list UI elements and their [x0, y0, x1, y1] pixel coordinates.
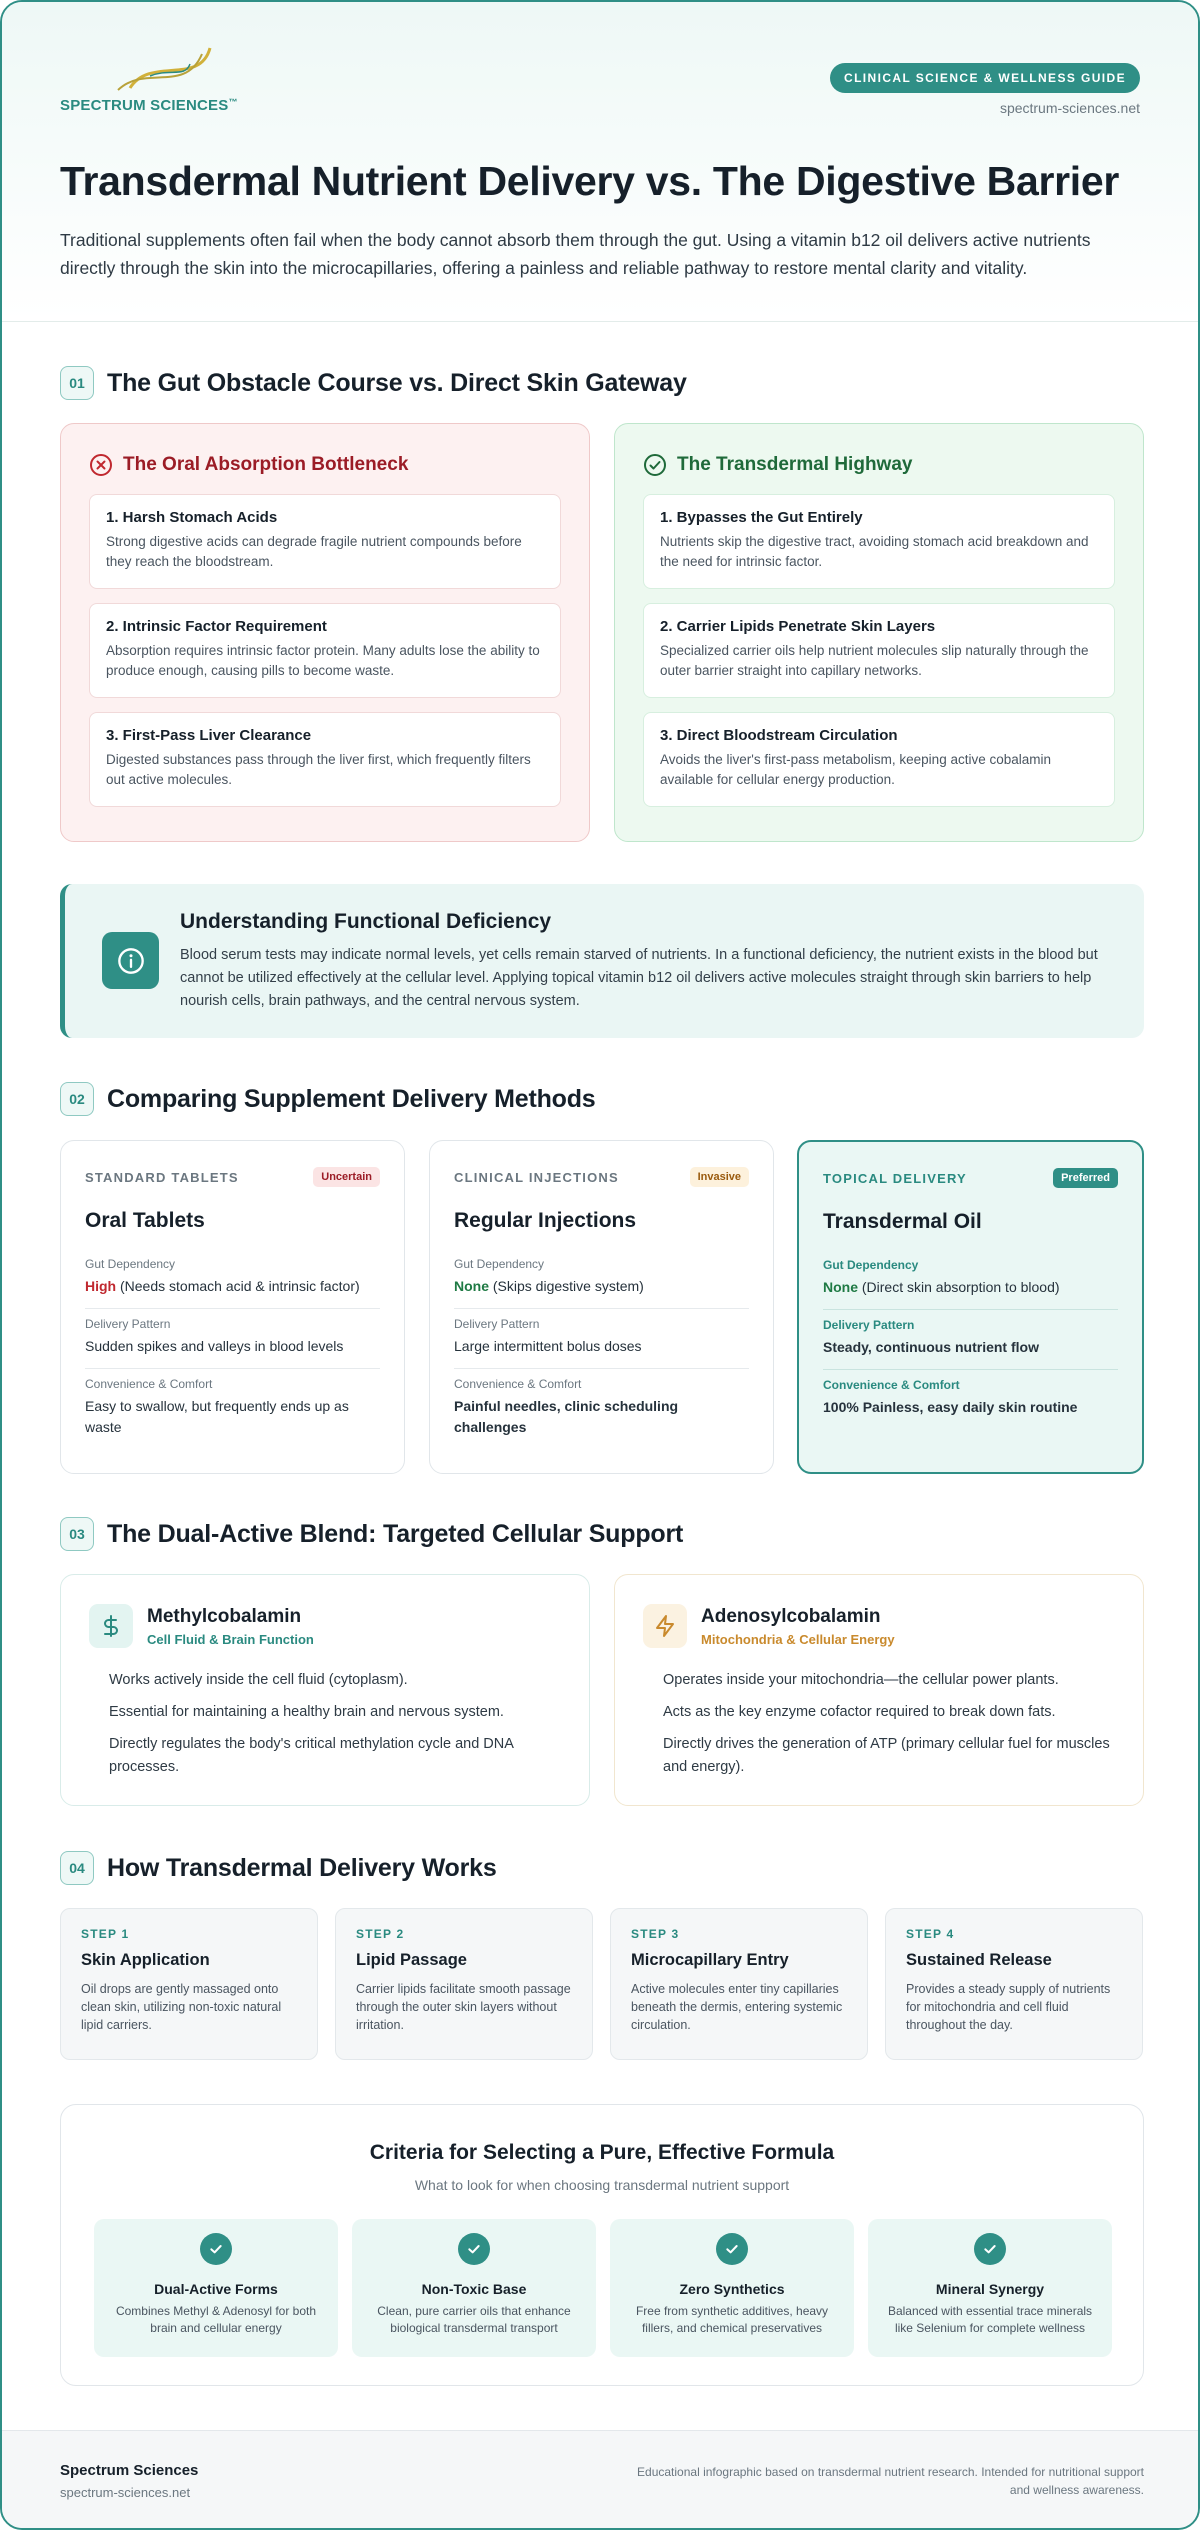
section-number: 03 [60, 1517, 94, 1551]
check-icon [716, 2233, 748, 2265]
criteria-title: Criteria for Selecting a Pure, Effective Formula [369, 2141, 835, 2164]
obstacle-card [89, 603, 561, 698]
list-item: Works actively inside the cell fluid (cytoplasm). [109, 1672, 408, 1688]
blend-name: Methylcobalamin [147, 1605, 302, 1627]
section-1-header [60, 366, 687, 400]
card-title: Oral Tablets [85, 1209, 205, 1232]
lightning-icon [643, 1604, 687, 1648]
guide-badge: CLINICAL SCIENCE & WELLNESS GUIDE [830, 63, 1140, 93]
card-title: 2. Intrinsic Factor Requirement [106, 618, 327, 635]
check-icon [974, 2233, 1006, 2265]
step-number: STEP 2 [356, 1927, 405, 1941]
criteria-item [94, 2219, 338, 2357]
callout-text: Blood serum tests may indicate normal levels, yet cells remain starved of nutrients. In a functional deficiency, the nutrient exists in the blood but cannot be utilized effectively at the cellular level. Applying topical vitamin b12 oil delivers active molecules straight through skin barriers to help nourish cells, brain pathways, and the central nervous system. [180, 947, 1098, 1009]
comfort-row: Convenience & Comfort 100% Painless, easy daily skin routine [823, 1378, 1078, 1415]
criteria-item-title: Dual-Active Forms [154, 2281, 278, 2297]
functional-deficiency-callout [60, 884, 1144, 1038]
adenosylcobalamin-card [614, 1574, 1144, 1806]
delivery-pattern-row: Delivery Pattern Steady, continuous nutrient flow [823, 1310, 1118, 1370]
card-title: 2. Carrier Lipids Penetrate Skin Layers [660, 618, 936, 635]
criteria-item-text: Clean, pure carrier oils that enhance biological transdermal transport [377, 2304, 571, 2335]
step-number: STEP 1 [81, 1927, 130, 1941]
footer-brand: Spectrum Sciences [60, 2462, 199, 2479]
logo-swoosh-icon [90, 46, 230, 96]
logo-text: SPECTRUM SCIENCES™ [60, 97, 238, 114]
step-number: STEP 4 [906, 1927, 955, 1941]
benefit-card [643, 494, 1115, 589]
card-kicker: TOPICAL DELIVERY [823, 1170, 967, 1186]
card-text: Specialized carrier oils help nutrient molecules slip naturally through the outer barrier straight into capillary networks. [660, 643, 1089, 678]
step-text: Provides a steady supply of nutrients for mitochondria and cell fluid throughout the day. [906, 1982, 1111, 2032]
status-badge: Uncertain [313, 1167, 380, 1187]
footer-site-link[interactable]: spectrum-sciences.net [60, 2485, 191, 2500]
footer-disclaimer: Educational infographic based on transdermal nutrient research. Intended for nutritional support and wellness awareness. [637, 2465, 1144, 2497]
obstacle-card [89, 494, 561, 589]
gut-dependency-row: Gut Dependency High (Needs stomach acid & intrinsic factor) [85, 1249, 380, 1309]
blend-subtitle: Cell Fluid & Brain Function [147, 1631, 314, 1647]
card-text: Nutrients skip the digestive tract, avoiding stomach acid breakdown and the need for intrinsic factor. [660, 534, 1089, 569]
dollar-sign-icon [89, 1604, 133, 1648]
footer [2, 2430, 1200, 2530]
section-title: The Gut Obstacle Course vs. Direct Skin Gateway [107, 368, 687, 397]
check-icon [458, 2233, 490, 2265]
comfort-row: Convenience & Comfort Painful needles, clinic scheduling challenges [454, 1377, 679, 1435]
logo[interactable] [60, 52, 250, 122]
injections-card [429, 1140, 774, 1474]
card-title: 3. Direct Bloodstream Circulation [660, 727, 898, 744]
step-card [610, 1908, 868, 2060]
card-text: Absorption requires intrinsic factor protein. Many adults lose the ability to produce enough, causing pills to become waste. [106, 643, 540, 678]
criteria-item-title: Non-Toxic Base [421, 2281, 527, 2297]
step-text: Active molecules enter tiny capillaries beneath the dermis, entering systemic circulation. [631, 1982, 843, 2032]
section-3-header [60, 1517, 683, 1551]
blend-name: Adenosylcobalamin [701, 1605, 881, 1627]
oral-bottleneck-panel [60, 423, 590, 842]
panel-title: The Oral Absorption Bottleneck [89, 450, 561, 480]
criteria-item-text: Free from synthetic additives, heavy fillers, and chemical preservatives [635, 2304, 829, 2335]
transdermal-highway-panel [614, 423, 1144, 842]
card-title: Transdermal Oil [823, 1210, 982, 1233]
section-number: 04 [60, 1851, 94, 1885]
step-number: STEP 3 [631, 1927, 680, 1941]
callout-title: Understanding Functional Deficiency [180, 910, 552, 933]
criteria-item [352, 2219, 596, 2357]
blend-subtitle: Mitochondria & Cellular Energy [701, 1631, 895, 1647]
list-item: Directly regulates the body's critical methylation cycle and DNA processes. [109, 1736, 514, 1775]
step-title: Skin Application [81, 1951, 210, 1969]
site-url[interactable]: spectrum-sciences.net [999, 100, 1140, 116]
intro-paragraph: Traditional supplements often fail when the body cannot absorb them through the gut. Using a vitamin b12 oil delivers active nutrients directly through the skin into the microcapillaries, offering a painless and reliable pathway to restore mental clarity and vitality. [60, 230, 1091, 278]
step-text: Carrier lipids facilitate smooth passage through the outer skin layers without irritation. [356, 1982, 571, 2032]
list-item: Directly drives the generation of ATP (primary cellular fuel for muscles and energy). [663, 1736, 1110, 1775]
x-circle-icon [89, 453, 113, 477]
oral-tablets-card [60, 1140, 405, 1474]
card-title: 1. Harsh Stomach Acids [106, 509, 278, 526]
criteria-box [60, 2104, 1144, 2386]
list-item: Essential for maintaining a healthy brain and nervous system. [109, 1704, 504, 1720]
section-number: 02 [60, 1082, 94, 1116]
step-card [335, 1908, 593, 2060]
section-2-header [60, 1082, 596, 1116]
list-item: Acts as the key enzyme cofactor required to break down fats. [663, 1704, 1056, 1720]
panel-title: The Transdermal Highway [643, 450, 1115, 480]
section-title: The Dual-Active Blend: Targeted Cellular Support [107, 1519, 684, 1548]
comfort-row: Convenience & Comfort Easy to swallow, but frequently ends up as waste [85, 1377, 349, 1435]
criteria-item [868, 2219, 1112, 2357]
section-number: 01 [60, 366, 94, 400]
card-kicker: STANDARD TABLETS [85, 1169, 239, 1185]
list-item: Operates inside your mitochondria—the cellular power plants. [663, 1672, 1059, 1688]
card-title: Regular Injections [454, 1209, 637, 1232]
card-text: Avoids the liver's first-pass metabolism, keeping active cobalamin available for cellular energy production. [660, 752, 1051, 787]
delivery-pattern-row: Delivery Pattern Large intermittent bolus doses [454, 1309, 749, 1369]
status-badge: Invasive [690, 1167, 749, 1187]
check-circle-icon [643, 453, 667, 477]
gut-dependency-row: Gut Dependency None (Skips digestive system) [454, 1249, 749, 1309]
card-title: 1. Bypasses the Gut Entirely [660, 509, 863, 526]
criteria-item-title: Mineral Synergy [935, 2281, 1045, 2297]
gut-dependency-row: Gut Dependency None (Direct skin absorption to blood) [823, 1250, 1118, 1310]
criteria-subtitle: What to look for when choosing transdermal nutrient support [414, 2177, 790, 2193]
step-card [885, 1908, 1143, 2060]
info-icon [102, 932, 159, 989]
criteria-item-title: Zero Synthetics [679, 2281, 785, 2297]
criteria-item-text: Balanced with essential trace minerals like Selenium for complete wellness [887, 2304, 1093, 2335]
criteria-item [610, 2219, 854, 2357]
card-text: Digested substances pass through the liver first, which frequently filters out active molecules. [106, 752, 531, 787]
step-title: Microcapillary Entry [631, 1951, 789, 1969]
step-title: Lipid Passage [356, 1951, 467, 1969]
check-icon [200, 2233, 232, 2265]
step-text: Oil drops are gently massaged onto clean skin, utilizing non-toxic natural lipid carriers. [81, 1982, 282, 2032]
blend-points [643, 1669, 1115, 1779]
obstacle-card [89, 712, 561, 807]
transdermal-oil-card [797, 1140, 1144, 1474]
methylcobalamin-card [60, 1574, 590, 1806]
section-title: How Transdermal Delivery Works [107, 1853, 497, 1882]
step-card [60, 1908, 318, 2060]
benefit-card [643, 603, 1115, 698]
card-title: 3. First-Pass Liver Clearance [106, 727, 312, 744]
delivery-pattern-row: Delivery Pattern Sudden spikes and valleys in blood levels [85, 1309, 380, 1369]
blend-points [89, 1669, 561, 1779]
page-title: Transdermal Nutrient Delivery vs. The Digestive Barrier [60, 158, 1120, 204]
card-kicker: CLINICAL INJECTIONS [454, 1169, 619, 1185]
card-text: Strong digestive acids can degrade fragile nutrient compounds before they reach the bloodstream. [106, 534, 522, 569]
benefit-card [643, 712, 1115, 807]
header [2, 2, 1198, 322]
step-title: Sustained Release [906, 1951, 1052, 1969]
status-badge: Preferred [1053, 1168, 1118, 1188]
section-title: Comparing Supplement Delivery Methods [107, 1084, 596, 1113]
criteria-item-text: Combines Methyl & Adenosyl for both brain and cellular energy [115, 2304, 317, 2335]
section-4-header [60, 1851, 497, 1885]
